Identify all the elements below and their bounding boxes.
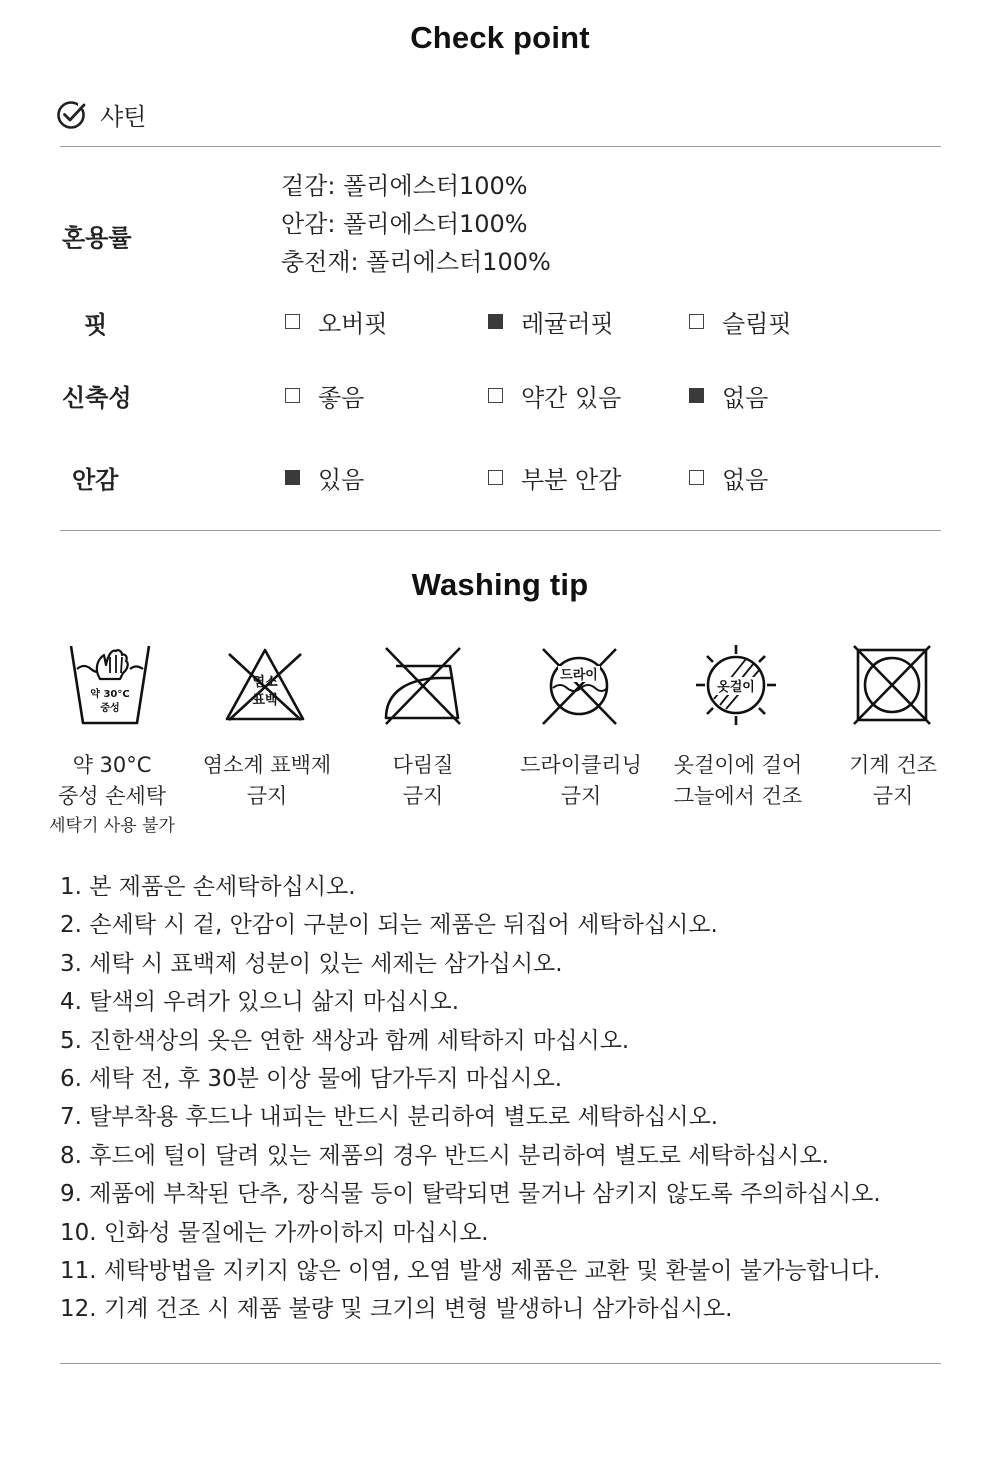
stretch-option-good[interactable] — [285, 377, 364, 413]
option-label: 오버핏 — [318, 309, 388, 338]
instruction-item: 10. 인화성 물질에는 가까이하지 마십시오. — [60, 1219, 489, 1246]
checkbox[interactable] — [689, 314, 704, 329]
instruction-item: 11. 세탁방법을 지키지 않은 이염, 오염 발생 제품은 교환 및 환불이 불가능합니다. — [60, 1258, 881, 1285]
material-row — [56, 96, 146, 132]
bleach-inner-text-1: 염소 — [252, 675, 278, 690]
instruction-item: 2. 손세탁 시 겉, 안감이 구분이 되는 제품은 뒤집어 세탁하십시오. — [60, 912, 718, 939]
option-label: 부분 안감 — [521, 465, 622, 494]
checkbox[interactable] — [488, 470, 503, 485]
instruction-item: 8. 후드에 털이 달려 있는 제품의 경우 반드시 분리하여 별도로 세탁하십시오. — [60, 1142, 829, 1169]
composition-line-lining: 안감: 폴리에스터100% — [281, 210, 528, 238]
caption-line: 금지 — [872, 784, 914, 808]
hangdry-inner-text: 옷걸이 — [717, 680, 755, 695]
option-label: 없음 — [722, 465, 769, 494]
shade-hang-dry-icon — [694, 643, 778, 729]
divider-middle — [60, 530, 941, 531]
washing-instructions — [60, 868, 960, 1329]
caption-line: 드라이클리닝 — [520, 753, 642, 777]
no-bleach-icon — [224, 646, 306, 724]
caption-shade-dry — [653, 750, 823, 812]
tub-inner-text-1: 약 30°C — [90, 689, 130, 700]
divider-bottom — [60, 1363, 941, 1364]
caption-line: 염소계 표백제 — [202, 753, 332, 777]
hand-wash-tub-icon — [68, 643, 152, 729]
caption-line: 약 30°C — [72, 753, 152, 777]
caption-line: 중성 손세탁 — [57, 784, 167, 808]
no-tumble-dry-icon — [852, 644, 932, 726]
checkbox[interactable] — [689, 388, 704, 403]
composition-label: 혼용률 — [62, 224, 132, 252]
checkbox[interactable] — [689, 470, 704, 485]
tub-inner-text-2: 중성 — [100, 703, 120, 714]
instruction-item: 3. 세탁 시 표백제 성분이 있는 세제는 삼가십시오. — [60, 950, 563, 977]
fit-option-slim[interactable] — [689, 303, 792, 339]
lining-label: 안감 — [72, 466, 119, 494]
instruction-item: 6. 세탁 전, 후 30분 이상 물에 담가두지 마십시오. — [60, 1066, 563, 1093]
fit-option-over[interactable] — [285, 303, 388, 339]
caption-note: 세탁기 사용 불가 — [49, 816, 175, 836]
lining-option-none[interactable] — [689, 459, 768, 495]
option-label: 레귤러핏 — [521, 309, 614, 338]
divider-top — [60, 146, 941, 147]
caption-hand-wash — [27, 750, 197, 840]
checkbox[interactable] — [488, 388, 503, 403]
option-label: 좋음 — [318, 383, 365, 412]
stretch-option-none[interactable] — [689, 377, 768, 413]
instruction-item: 12. 기계 건조 시 제품 불량 및 크기의 변형 발생하니 삼가하십시오. — [60, 1296, 733, 1323]
composition-line-outer: 겉감: 폴리에스터100% — [281, 172, 528, 200]
instruction-item: 5. 진한색상의 옷은 연한 색상과 함께 세탁하지 마십시오. — [60, 1027, 630, 1054]
checkbox[interactable] — [285, 388, 300, 403]
caption-line: 그늘에서 건조 — [673, 784, 803, 808]
material-name: 샤틴 — [100, 102, 147, 131]
caption-no-tumble-dry — [808, 750, 978, 812]
option-label: 있음 — [318, 465, 365, 494]
caption-no-dry-clean — [496, 750, 666, 812]
caption-line: 기계 건조 — [849, 753, 937, 777]
instruction-item: 7. 탈부착용 후드나 내피는 반드시 분리하여 별도로 세탁하십시오. — [60, 1104, 719, 1131]
instruction-item: 4. 탈색의 우려가 있으니 삶지 마십시오. — [60, 989, 460, 1016]
caption-line: 금지 — [402, 784, 444, 808]
caption-no-iron — [338, 750, 508, 812]
checkbox[interactable] — [488, 314, 503, 329]
caption-line: 금지 — [560, 784, 602, 808]
option-label: 슬림핏 — [722, 309, 792, 338]
instruction-item: 1. 본 제품은 손세탁하십시오. — [60, 874, 356, 900]
caption-no-bleach — [182, 750, 352, 812]
instruction-item: 9. 제품에 부착된 단추, 장식물 등이 탈락되면 물거나 삼키지 않도록 주의하십시오. — [60, 1181, 881, 1208]
washing-tip-title: Washing tip — [411, 567, 589, 602]
check-point-title: Check point — [410, 20, 590, 55]
no-iron-icon — [380, 644, 464, 728]
lining-option-partial[interactable] — [488, 459, 621, 495]
stretch-label: 신축성 — [62, 384, 132, 412]
no-dry-clean-icon — [538, 644, 620, 728]
caption-line: 옷걸이에 걸어 — [673, 753, 803, 777]
fit-option-regular[interactable] — [488, 303, 614, 339]
check-circle-icon — [56, 98, 88, 130]
fit-label: 핏 — [84, 311, 108, 339]
stretch-option-some[interactable] — [488, 377, 621, 413]
caption-line: 다림질 — [392, 753, 454, 777]
composition-line-filling: 충전재: 폴리에스터100% — [281, 248, 551, 276]
dryclean-inner-text: 드라이 — [560, 668, 598, 683]
caption-line: 금지 — [246, 784, 288, 808]
checkbox[interactable] — [285, 470, 300, 485]
checkbox[interactable] — [285, 314, 300, 329]
lining-option-yes[interactable] — [285, 459, 364, 495]
option-label: 없음 — [722, 383, 769, 412]
bleach-inner-text-2: 표백 — [252, 693, 278, 708]
option-label: 약간 있음 — [521, 383, 622, 412]
